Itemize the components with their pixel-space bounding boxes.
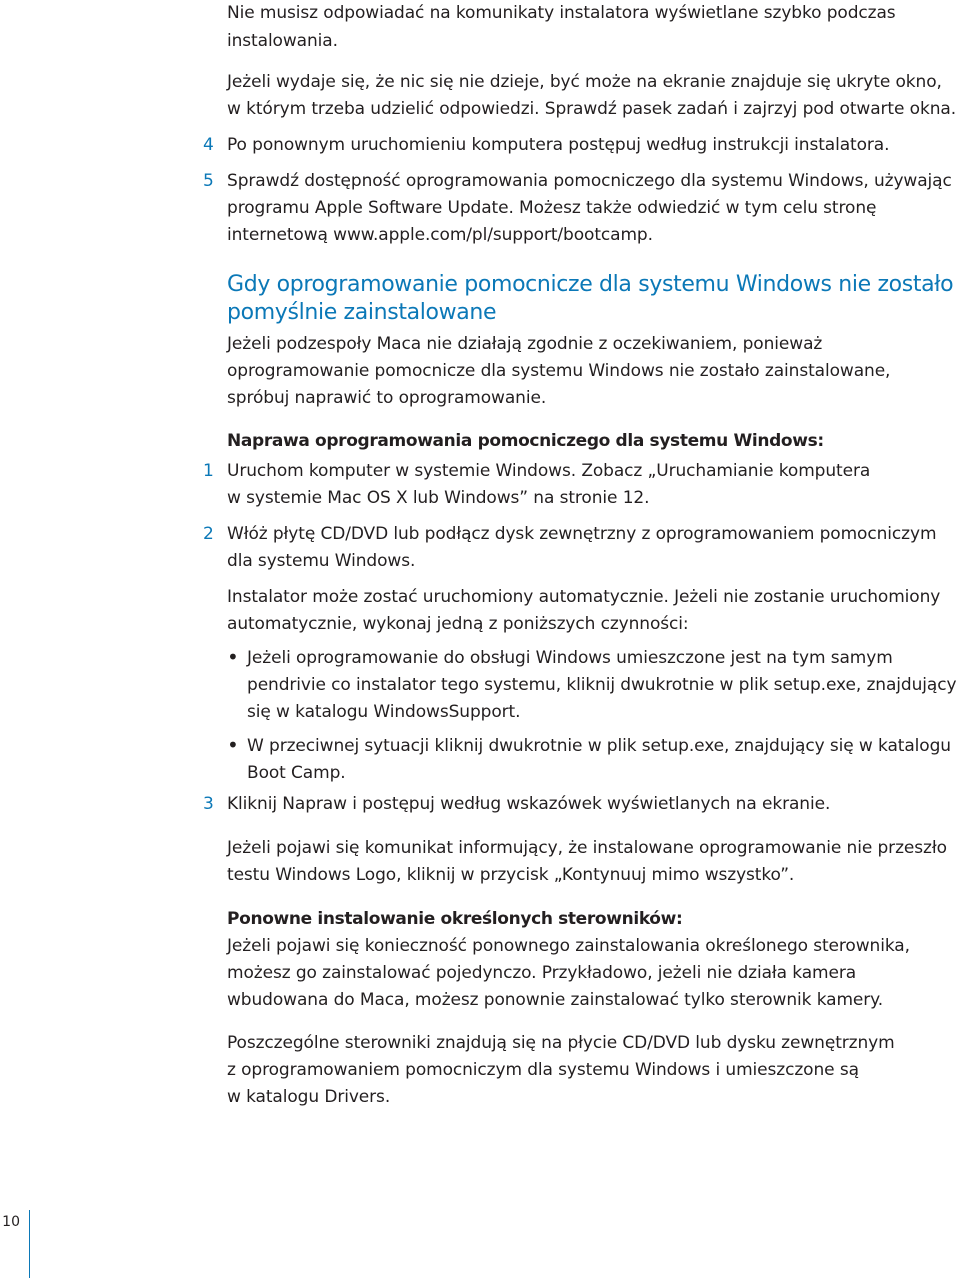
step-line: Włóż płytę CD/DVD lub podłącz dysk zewnętrzny z oprogramowaniem pomocniczym (227, 524, 937, 544)
bullet-line: W przeciwnej sytuacji kliknij dwukrotnie w plik setup.exe, znajdujący się w katalogu (247, 736, 951, 756)
installer-note-line: Instalator może zostać uruchomiony automatycznie. Jeżeli nie zostanie uruchomiony (227, 587, 941, 607)
step-line: programu Apple Software Update. Możesz także odwiedzić w tym celu stronę (227, 198, 877, 218)
bullet-line: Boot Camp. (247, 763, 346, 783)
page-number: 10 (2, 1214, 20, 1230)
bullet-line: się w katalogu WindowsSupport. (247, 702, 521, 722)
bullet-line: Jeżeli oprogramowanie do obsługi Windows umieszczone jest na tym samym (247, 648, 893, 668)
windows-logo-note-line: testu Windows Logo, kliknij w przycisk „Kontynuuj mimo wszystko”. (227, 865, 795, 885)
installer-note-line: automatycznie, wykonaj jedną z poniższych czynności: (227, 614, 689, 634)
step-number: 2 (203, 524, 214, 544)
intro-line: instalowania. (227, 31, 338, 51)
step-line: w systemie Mac OS X lub Windows” na stronie 12. (227, 488, 650, 508)
footer-divider (29, 1210, 30, 1278)
step-number: 4 (203, 135, 214, 155)
bullet-icon: • (227, 645, 239, 669)
bullet-line: pendrivie co instalator tego systemu, kliknij dwukrotnie w plik setup.exe, znajdujący (247, 675, 957, 695)
step-line: Kliknij Napraw i postępuj według wskazówek wyświetlanych na ekranie. (227, 794, 831, 814)
bullet-icon: • (227, 733, 239, 757)
drivers-paragraph-line: Poszczególne sterowniki znajdują się na płycie CD/DVD lub dysku zewnętrznym (227, 1033, 895, 1053)
step-line: Uruchom komputer w systemie Windows. Zobacz „Uruchamianie komputera (227, 461, 871, 481)
step-line: Sprawdź dostępność oprogramowania pomocniczego dla systemu Windows, używając (227, 171, 952, 191)
reinstall-paragraph-line: Jeżeli pojawi się konieczność ponownego zainstalowania określonego sterownika, (227, 936, 910, 956)
intro-line: Jeżeli wydaje się, że nic się nie dzieje, być może na ekranie znajduje się ukryte okno, (227, 72, 942, 92)
intro-line: w którym trzeba udzielić odpowiedzi. Sprawdź pasek zadań i zajrzyj pod otwarte okna. (227, 99, 957, 119)
reinstall-paragraph-line: wbudowana do Maca, możesz ponownie zainstalować tylko sterownik kamery. (227, 990, 884, 1010)
reinstall-heading: Ponowne instalowanie określonych sterowników: (227, 909, 683, 929)
step-number: 3 (203, 794, 214, 814)
section-heading: Gdy oprogramowanie pomocnicze dla systemu Windows nie zostało (227, 272, 954, 297)
step-number: 5 (203, 171, 214, 191)
step-line: internetową www.apple.com/pl/support/bootcamp. (227, 225, 653, 245)
step-line: Po ponownym uruchomieniu komputera postępuj według instrukcji instalatora. (227, 135, 890, 155)
section-paragraph-line: Jeżeli podzespoły Maca nie działają zgodnie z oczekiwaniem, ponieważ (227, 334, 823, 354)
step-line: dla systemu Windows. (227, 551, 416, 571)
intro-line: Nie musisz odpowiadać na komunikaty instalatora wyświetlane szybko podczas (227, 3, 896, 23)
windows-logo-note-line: Jeżeli pojawi się komunikat informujący, że instalowane oprogramowanie nie przeszło (227, 838, 947, 858)
drivers-paragraph-line: z oprogramowaniem pomocniczym dla systemu Windows i umieszczone są (227, 1060, 859, 1080)
section-heading: pomyślnie zainstalowane (227, 300, 497, 325)
reinstall-paragraph-line: możesz go zainstalować pojedynczo. Przykładowo, jeżeli nie działa kamera (227, 963, 857, 983)
section-paragraph-line: spróbuj naprawić to oprogramowanie. (227, 388, 547, 408)
drivers-paragraph-line: w katalogu Drivers. (227, 1087, 391, 1107)
section-paragraph-line: oprogramowanie pomocnicze dla systemu Windows nie zostało zainstalowane, (227, 361, 891, 381)
step-number: 1 (203, 461, 214, 481)
repair-heading: Naprawa oprogramowania pomocniczego dla systemu Windows: (227, 431, 824, 451)
